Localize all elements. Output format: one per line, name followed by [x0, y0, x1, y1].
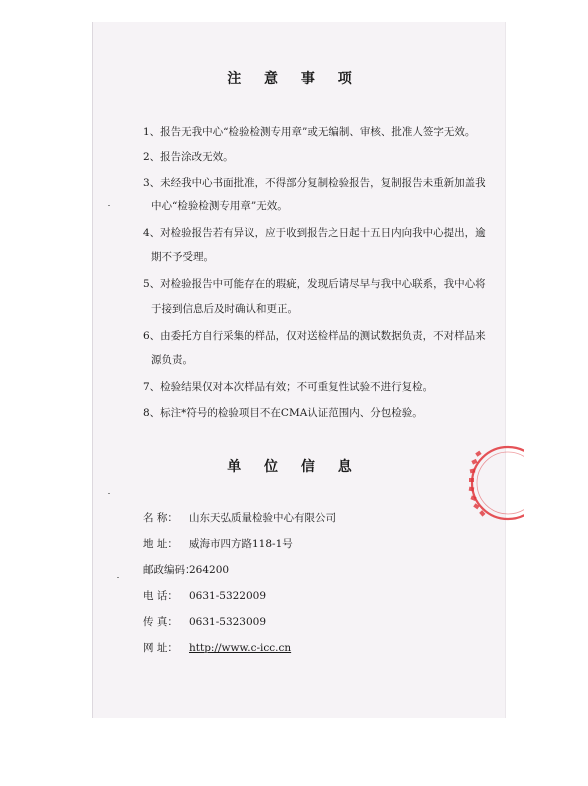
info-row-postcode [143, 562, 229, 577]
scan-speck [108, 493, 110, 494]
notice-item-8: 8、标注*符号的检验项目不在CMA认证范围内、分包检验。 [143, 407, 423, 419]
official-seal-stamp [462, 442, 524, 524]
info-row-address [143, 536, 293, 551]
notice-item-1: 1、报告无我中心“检验检测专用章”或无编制、审核、批准人签字无效。 [143, 126, 476, 138]
info-row-phone [143, 588, 266, 603]
info-label: 网 址： [143, 642, 178, 654]
phone-value: 0631-5322009 [189, 590, 267, 602]
info-label: 邮政编码： [143, 564, 196, 576]
seal-inner-ring [477, 452, 524, 514]
notice-item-4: 4、对检验报告若有异议，应于收到报告之日起十五日内向我中心提出，逾 [143, 227, 486, 239]
info-label: 传 真： [143, 616, 178, 628]
info-row-fax [143, 614, 266, 629]
fax-value: 0631-5323009 [189, 616, 267, 628]
info-row-name [143, 510, 336, 525]
notice-title: 注 意 事 项 [227, 71, 361, 87]
info-label: 电 话： [143, 590, 178, 602]
unit-info-title: 单 位 信 息 [227, 459, 361, 475]
postcode-value: 264200 [189, 564, 230, 576]
address-value: 威海市四方路118-1号 [189, 538, 293, 550]
scan-speck [117, 577, 119, 578]
company-name: 山东天弘质量检验中心有限公司 [189, 512, 336, 524]
info-row-website [143, 640, 291, 655]
seal-ring [472, 447, 524, 519]
notice-item-5: 5、对检验报告中可能存在的瑕疵，发现后请尽早与我中心联系，我中心将 [143, 278, 486, 290]
notice-item-4-continued: 期不予受理。 [151, 251, 214, 263]
notice-item-6: 6、由委托方自行采集的样品，仅对送检样品的测试数据负责，不对样品来 [143, 330, 486, 342]
notice-item-7: 7、检验结果仅对本次样品有效；不可重复性试验不进行复检。 [143, 381, 434, 393]
info-label: 地 址： [143, 538, 178, 550]
notice-item-3: 3、未经我中心书面批准，不得部分复制检验报告，复制报告未重新加盖我 [143, 177, 486, 189]
notice-item-3-continued: 中心“检验检测专用章”无效。 [151, 200, 288, 212]
website-link[interactable]: http://www.c-icc.cn [189, 642, 292, 654]
notice-item-5-continued: 于接到信息后及时确认和更正。 [151, 303, 298, 315]
notice-item-6-continued: 源负责。 [151, 354, 193, 366]
scan-speck [108, 205, 110, 206]
info-label: 名 称： [143, 512, 178, 524]
notice-item-2: 2、报告涂改无效。 [143, 151, 234, 163]
